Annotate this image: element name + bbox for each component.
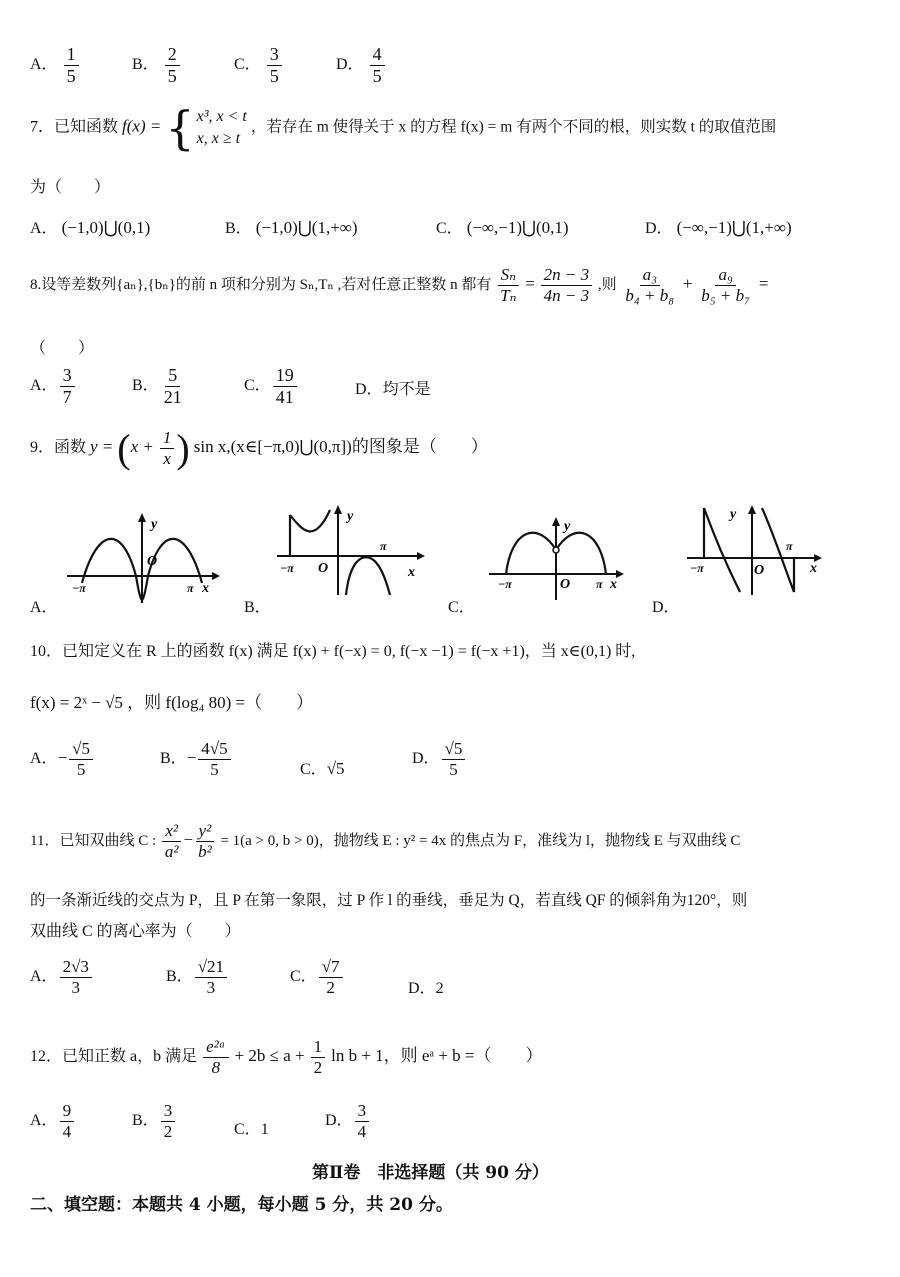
denominator: 5 [167,65,177,86]
numerator: 9 [60,1102,75,1122]
numerator: 4 [370,45,385,66]
then: ,则 [597,276,617,293]
numerator: √5 [69,740,93,760]
option-label: C． [290,968,317,986]
denominator: 2 [326,977,335,997]
q11-option-d [408,975,444,998]
option-label: B． [166,968,193,986]
plus: + [682,273,693,293]
q7-func: f(x) = [122,116,162,136]
q7-prefix: 7．已知函数 [30,118,119,136]
q6-option-a [30,45,81,86]
q11-line3: 双曲线 C 的离心率为（ ） [30,923,241,940]
equals: = [758,273,769,293]
q10-line1: 10．已知定义在 R 上的函数 f(x) 满足 f(x) + f(−x) = 0, f(−x −1) = f(−x +1)，当 x∈(0,1) 时, [30,643,636,660]
denominator: 5 [76,759,86,779]
fraction-y2 [195,822,215,861]
graph-d [682,500,832,600]
origin-label: O [318,561,329,576]
fraction [60,958,92,997]
q11-stem [30,822,740,861]
graph-b [272,500,432,600]
fraction [161,1102,176,1141]
x-arrow [212,572,220,580]
fraction [161,366,185,407]
neg-pi-label: −π [280,561,294,575]
denominator: Tₙ [500,285,517,305]
numerator: a₃ [640,266,660,286]
option-label: B． [132,377,159,395]
y-label: y [564,519,571,534]
option-text: 2 [435,980,444,997]
denominator: 7 [62,386,72,407]
option-label: D． [645,220,673,237]
option-text: (−∞,−1)⋃(1,+∞) [676,218,792,237]
sign: − [57,748,68,768]
option-text: √5 [326,759,345,778]
q7-option-a [30,215,150,238]
y-label: y [151,517,158,532]
option-label: B． [132,56,159,74]
option-label: B． [225,220,252,237]
numerator: 19 [273,366,297,387]
q11-option-b [166,958,229,997]
neg-pi-label: −π [72,581,86,595]
denominator: 41 [275,386,294,407]
option-label: A． [30,968,58,986]
option-text: (−∞,−1)⋃(0,1) [466,218,569,237]
option-label: A． [30,377,58,395]
denominator: 2 [313,1057,323,1077]
numerator: a₉ [715,266,735,286]
denominator: 4 [62,1121,72,1141]
q10-line2: f(x) = 2ˣ − √5 ，则 f(log₄ 80) =（ ） [30,693,314,712]
right-paren: ) [176,426,190,471]
y-arrow [138,513,146,522]
graph-label-a: A． [30,599,58,616]
neg-pi-label: −π [498,577,512,591]
numerator: 3 [267,45,282,66]
denominator: 5 [210,759,219,779]
fraction-ratio [541,266,592,305]
fraction [160,429,175,468]
pi-label: π [380,539,387,553]
x-arrow [616,570,624,578]
q6-option-d [336,45,387,86]
numerator: x² [162,822,181,842]
numerator: √5 [442,740,466,760]
pi-label: π [596,577,603,591]
numerator: 1 [64,45,79,66]
origin-label: O [560,577,571,592]
q10-option-b [160,740,233,779]
q11-option-a [30,958,94,997]
fraction-s-t [497,266,519,305]
fraction [198,740,230,779]
open-point [553,547,559,553]
fraction [195,958,227,997]
q8-prefix: 8.设等差数列{aₙ},{bₙ}的前 n 项和分别为 Sₙ,Tₙ ,若对任意正整数 n 都有 [30,276,492,293]
q9-stem [30,425,488,472]
option-label: B． [160,750,187,768]
option-label: C． [234,56,261,74]
option-label: D． [336,56,364,74]
denominator: 5 [66,65,76,86]
minus: − [183,829,194,849]
fraction-half [311,1038,326,1077]
neg-pi-label: −π [690,561,704,575]
q8-stem [30,266,768,305]
x-arrow [417,552,425,560]
graph-label-c: C． [448,599,475,616]
option-label: A． [30,750,58,768]
q11-prefix: 11．已知双曲线 C : [30,832,157,849]
q12-mid: + 2b ≤ a + [234,1046,305,1066]
sign: − [186,748,197,768]
q12-option-b [132,1102,177,1141]
fraction-x2 [162,822,182,861]
q10-option-c [300,756,345,779]
graph-c [484,512,634,602]
y-arrow [748,505,756,514]
q7-option-d [645,215,792,238]
denominator: 4 [357,1121,367,1141]
numerator: 5 [165,366,180,387]
numerator: 1 [311,1038,326,1058]
x-label: x [408,565,415,580]
denominator: b² [198,841,212,861]
fraction [370,45,385,86]
x-label: x [202,581,209,596]
option-label: C． [244,377,271,395]
equals: = [525,273,535,293]
fraction [60,366,75,407]
origin-label: O [147,554,158,569]
fraction [64,45,79,86]
brace: { [165,101,195,155]
fraction [69,740,93,779]
section-title: 第Ⅱ卷 非选择题（共 90 分） [312,1163,549,1183]
x-label: x [810,561,817,576]
q8-option-c [244,366,299,407]
numerator: √21 [195,958,227,978]
numerator: 2n − 3 [541,266,592,286]
option-label: C． [436,220,463,237]
graph-label-d: D． [652,599,680,616]
option-label: B． [132,1112,159,1130]
numerator: e²ᵃ [203,1038,228,1058]
denominator: 3 [206,977,216,997]
option-label: A． [30,56,58,74]
numerator: Sₙ [498,266,519,286]
q12-stem [30,1038,543,1077]
y-arrow [552,517,560,526]
q6-option-b [132,45,182,86]
q12-prefix: 12．已知正数 a，b 满足 [30,1048,198,1066]
q7-line2: 为（ ） [30,179,111,196]
denominator: b₅ + b₇ [701,285,751,305]
option-text: 均不是 [382,381,431,398]
denominator: b₄ + b₈ [625,285,675,305]
q11-line2: 的一条渐近线的交点为 P，且 P 在第一象限，过 P 作 l 的垂线，垂足为 Q，若直线 QF 的倾斜角为120°，则 [30,892,748,909]
piecewise-rows [197,106,247,151]
denominator: a² [164,841,179,861]
curve-right [346,557,390,595]
fraction [165,45,180,86]
option-label: C． [300,761,327,778]
denominator: 3 [71,977,80,997]
option-label: A． [30,1112,58,1130]
q12-option-d [325,1102,371,1141]
option-label: A． [30,220,58,237]
numerator: 3 [60,366,75,387]
q12-option-c [234,1116,269,1139]
numerator: 4√5 [198,740,230,760]
graph-a [62,508,222,608]
fraction-a9 [698,266,753,305]
left-paren: ( [117,426,131,471]
numerator: 3 [161,1102,176,1122]
q10-option-d [412,740,467,779]
fraction [319,958,343,997]
option-label: D． [412,750,440,768]
q10-option-a [30,740,95,779]
x-label: x [610,577,617,592]
case-2: x, x ≥ t [196,130,241,147]
denominator: 5 [269,65,279,86]
denominator: x [163,449,171,468]
q9-rest: sin x,(x∈[−π,0)⋃(0,π])的图象是（ ） [193,437,488,457]
q7-option-b [225,215,358,238]
q12-rest: ln b + 1，则 eᵃ + b =（ ） [331,1046,543,1066]
numerator: 2 [165,45,180,66]
fraction [267,45,282,86]
numerator: √7 [319,958,343,978]
pi-label: π [786,539,793,553]
graph-label-b: B． [244,599,271,616]
numerator: 1 [160,429,175,449]
origin-label: O [754,563,765,578]
q8-line2: （ ） [30,340,95,357]
option-text: (−1,0)⋃(1,+∞) [255,218,358,237]
fraction [60,1102,75,1141]
numerator: 2√3 [60,958,92,978]
section-subtitle: 二、填空题：本题共 4 小题，每小题 5 分，共 20 分。 [30,1195,453,1215]
q9-y: y = [90,437,114,457]
q7-middle: ，若存在 m 使得关于 x 的方程 f(x) = m 有两个不同的根，则实数 t 的取值范围 [250,118,777,136]
curve-left [290,510,330,556]
q9-prefix: 9．函数 [30,439,87,457]
pi-label: π [187,581,194,595]
q11-option-c [290,958,345,997]
q6-option-c [234,45,284,86]
y-label: y [730,507,737,522]
q8-option-a [30,366,77,407]
denominator: 4n − 3 [543,285,590,305]
denominator: 5 [372,65,382,86]
q12-option-a [30,1102,76,1141]
denominator: 21 [163,386,182,407]
q11-rest: = 1(a > 0, b > 0)，抛物线 E : y² = 4x 的焦点为 F，准线为 l，抛物线 E 与双曲线 C [220,832,741,849]
q7-stem [30,101,777,155]
numerator: 3 [355,1102,370,1122]
q8-option-d [355,376,431,399]
fraction [355,1102,370,1141]
option-label: D． [325,1112,353,1130]
numerator: y² [196,822,215,842]
fraction-e2a [203,1038,228,1077]
option-label: C． [234,1121,261,1138]
y-label: y [347,509,354,524]
q9-x: x + [130,437,154,457]
denominator: 8 [211,1057,221,1077]
fraction [442,740,466,779]
denominator: 5 [449,759,458,779]
fraction-a3 [622,266,677,305]
option-label: D． [408,980,436,997]
fraction [273,366,297,407]
denominator: 2 [163,1121,173,1141]
option-text: 1 [260,1121,269,1138]
y-arrow [334,505,342,514]
q8-option-b [132,366,187,407]
q7-option-c [436,215,569,238]
option-label: D． [355,381,383,398]
option-text: (−1,0)⋃(0,1) [61,218,151,237]
case-1: x³, x < t [196,107,247,125]
piecewise [165,101,247,155]
